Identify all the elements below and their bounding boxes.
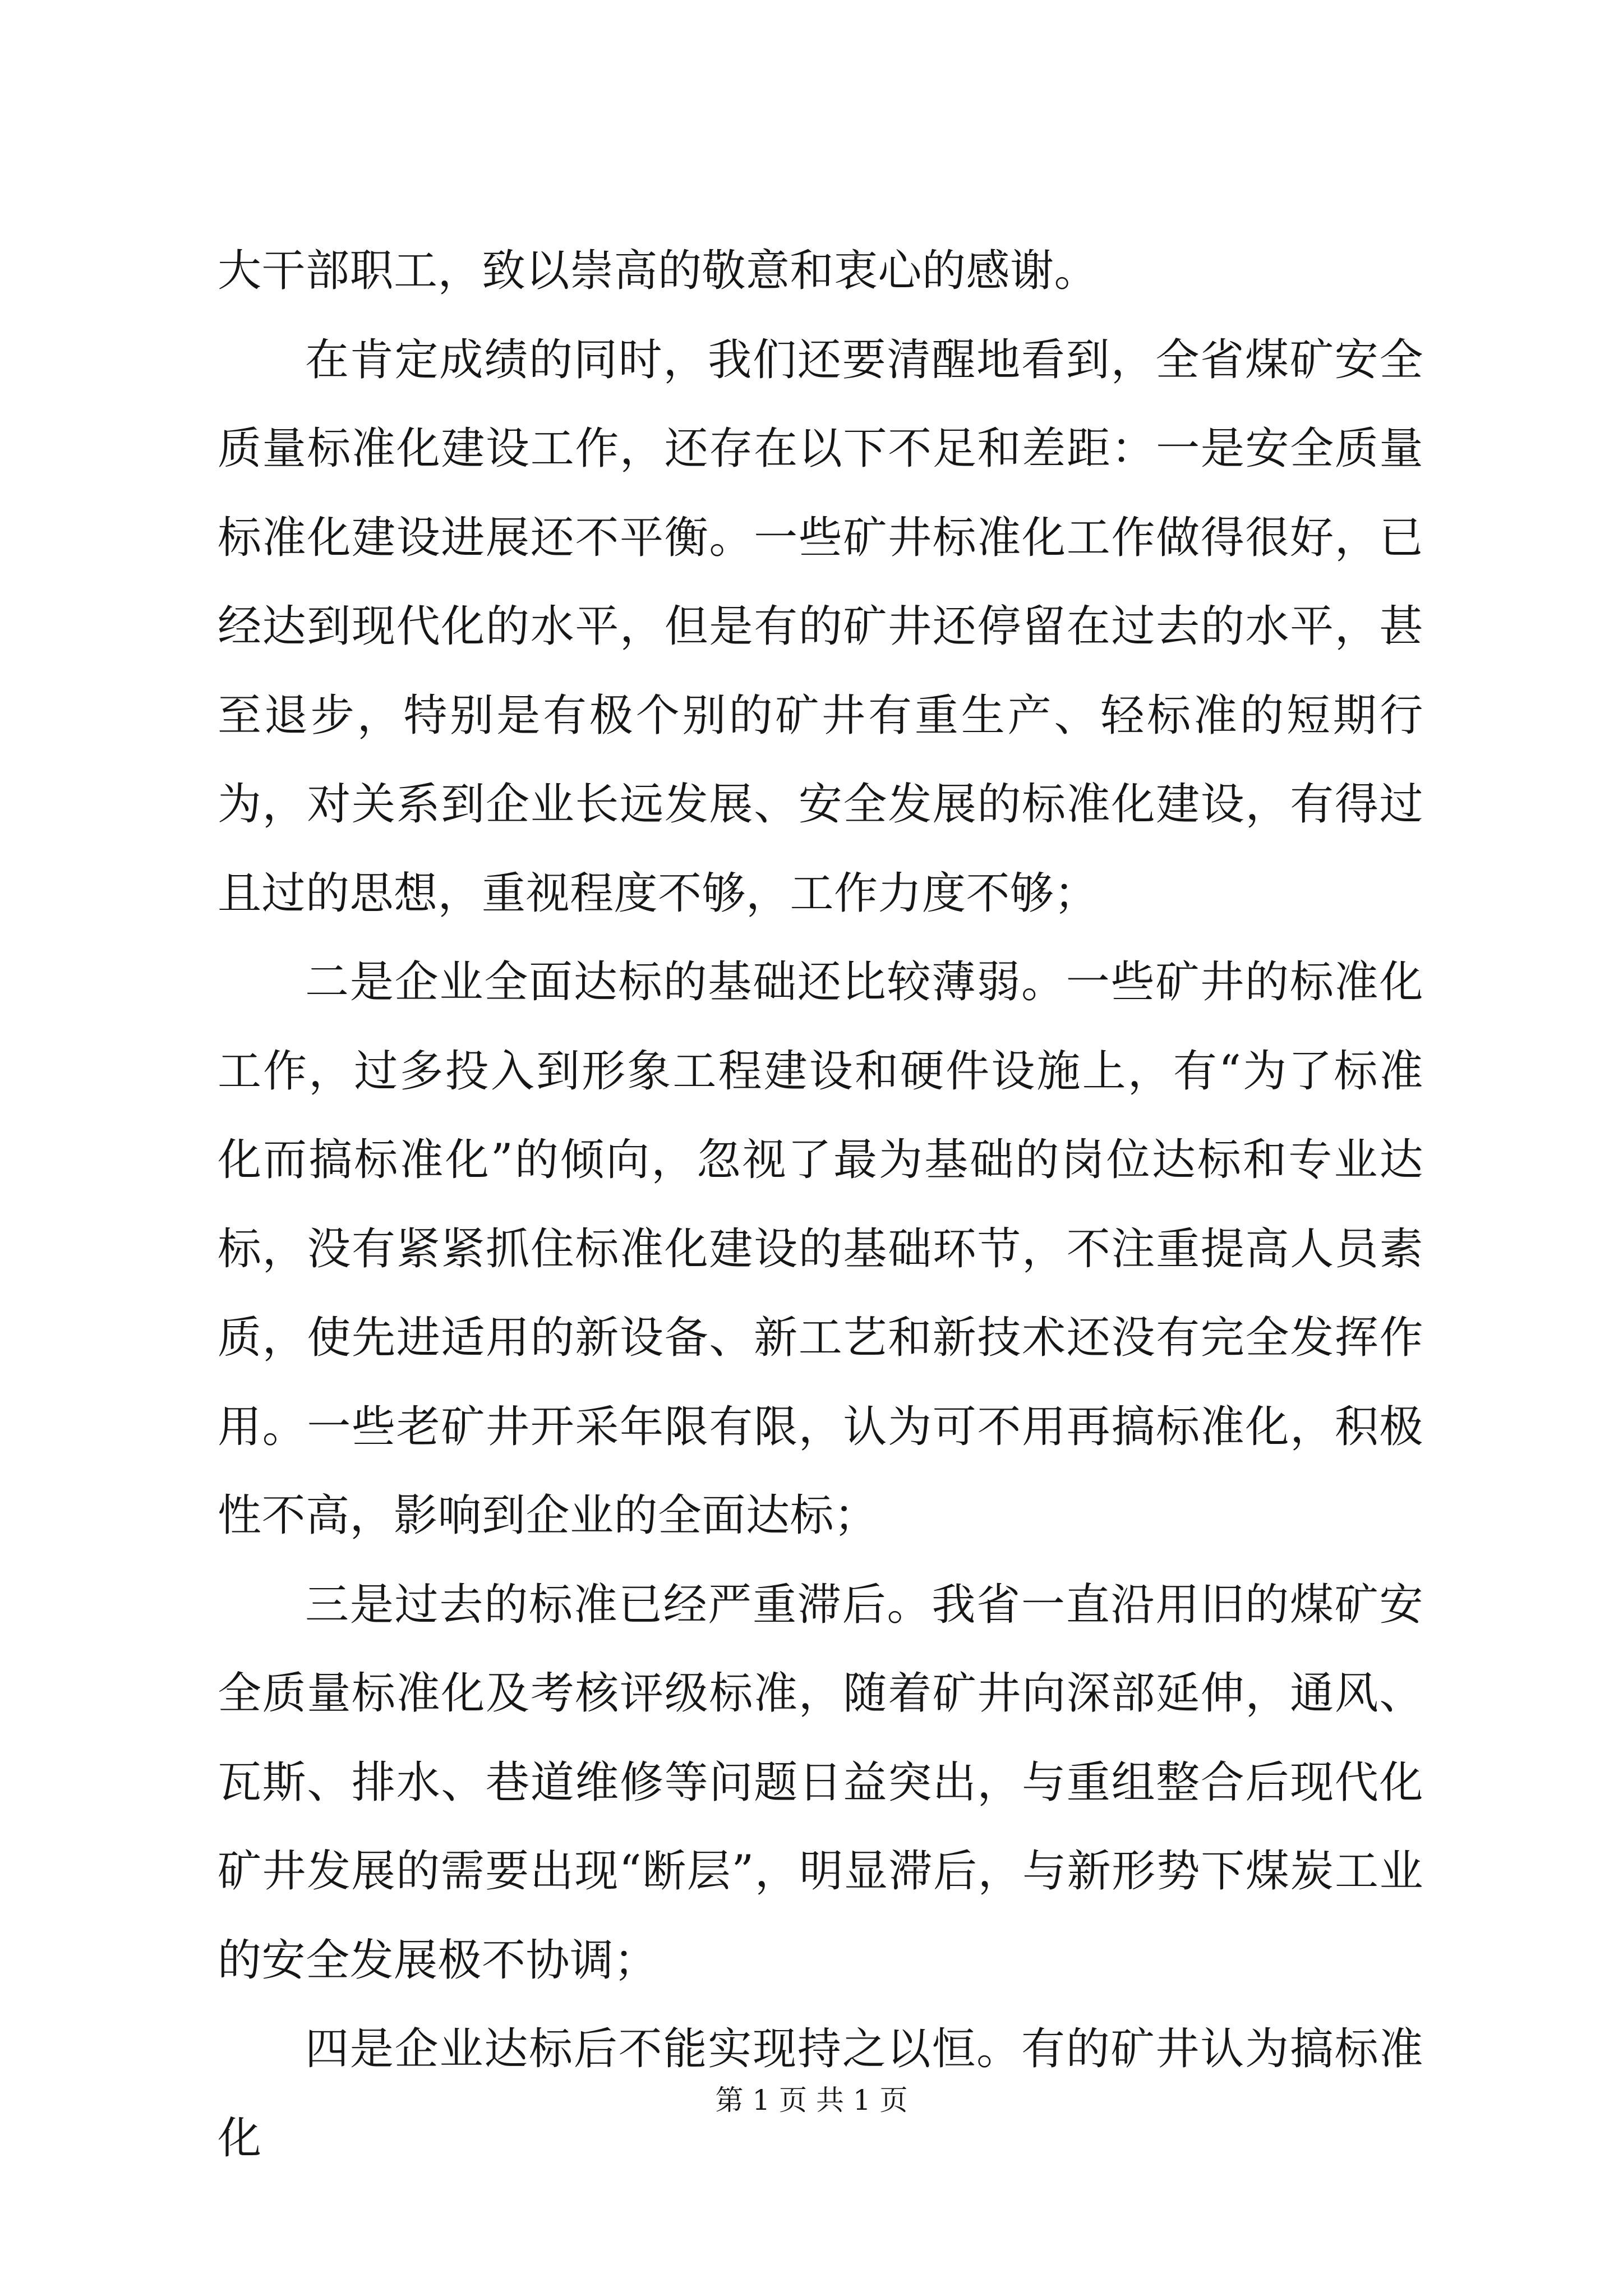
paragraph-point-two: 二是企业全面达标的基础还比较薄弱。一些矿井的标准化工作，过多投入到形象工程建设和硬件设施上，有“为了标准化而搞标准化”的倾向，忽视了最为基础的岗位达标和专业达标，没有紧紧抓住标准化建设的基础环节，不注重提高人员素质，使先进适用的新设备、新工艺和新技术还没有完全发挥作用。一些老矿井开采年限有限，认为可不用再搞标准化，积极性不高，影响到企业的全面达标；: [218, 957, 1423, 1541]
paragraph-continuation: 大干部职工，致以崇高的敬意和衷心的感谢。: [218, 246, 1099, 296]
document-body: [218, 227, 1423, 2183]
page-footer: 第 1 页 共 1 页: [715, 2084, 908, 2116]
paragraph-shortcomings-intro: 在肯定成绩的同时，我们还要清醒地看到，全省煤矿安全质量标准化建设工作，还存在以下不足和差距：一是安全质量标准化建设进展还不平衡。一些矿井标准化工作做得很好，已经达到现代化的水平，但是有的矿井还停留在过去的水平，甚至退步，特别是有极个别的矿井有重生产、轻标准的短期行为，对关系到企业长远发展、安全发展的标准化建设，有得过且过的思想，重视程度不够，工作力度不够；: [218, 334, 1423, 919]
paragraph-point-three: 三是过去的标准已经严重滞后。我省一直沿用旧的煤矿安全质量标准化及考核评级标准，随着矿井向深部延伸，通风、瓦斯、排水、巷道维修等问题日益突出，与重组整合后现代化矿井发展的需要出现“断层”，明显滞后，与新形势下煤炭工业的安全发展极不协调；: [218, 1579, 1423, 1986]
paragraph-point-four: 四是企业达标后不能实现持之以恒。有的矿井认为搞标准化: [218, 2024, 1423, 2164]
